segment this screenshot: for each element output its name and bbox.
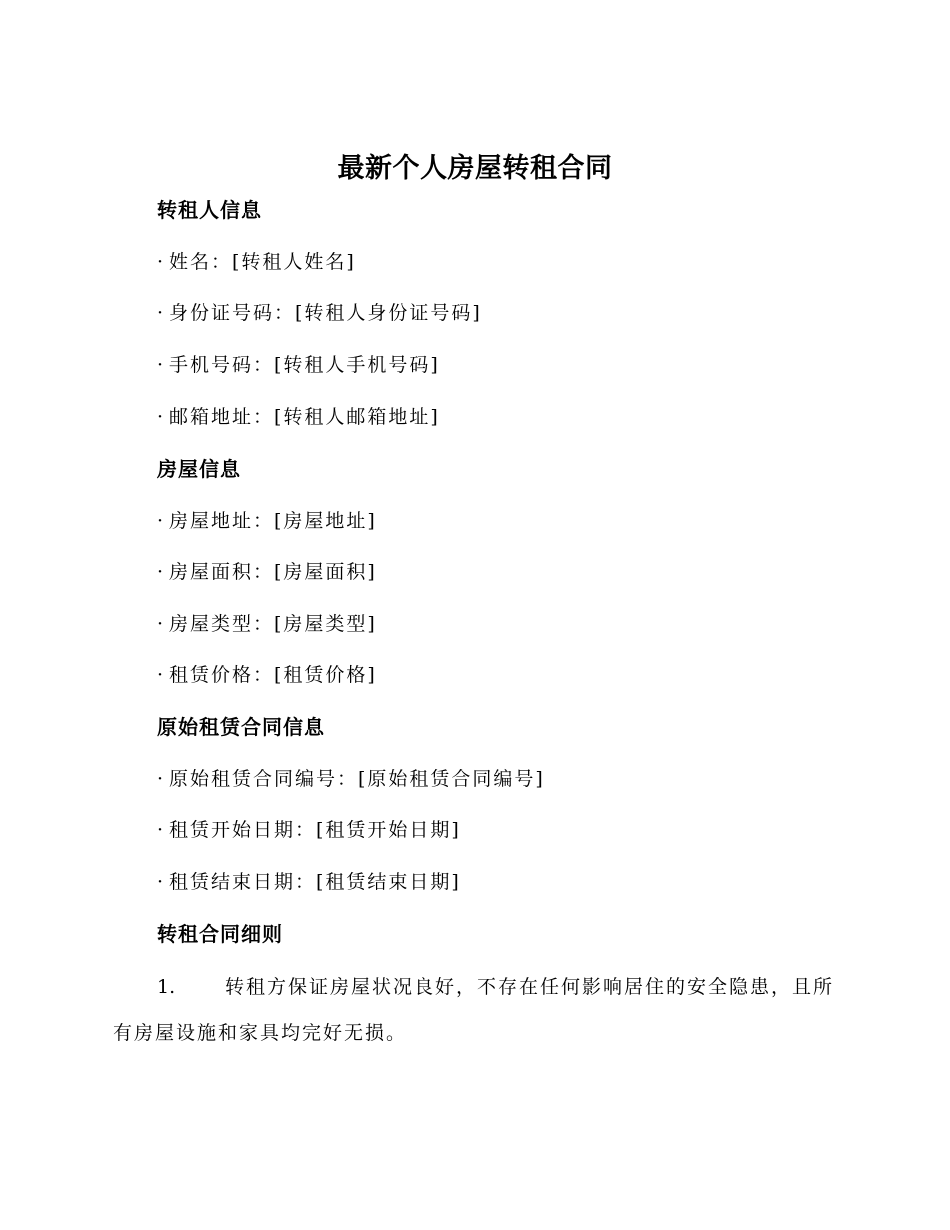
document-title: 最新个人房屋转租合同 xyxy=(337,153,613,184)
bullet-icon: · xyxy=(157,819,166,841)
list-item xyxy=(157,299,482,327)
list-item xyxy=(157,507,377,535)
list-item-text: 房屋面积：[房屋面积] xyxy=(169,561,377,583)
paragraph-number: 1. xyxy=(157,976,176,998)
bullet-icon: · xyxy=(157,768,166,790)
section-heading-subletter-info: 转租人信息 xyxy=(157,198,262,222)
list-item xyxy=(157,248,356,276)
list-item-text: 房屋类型：[房屋类型] xyxy=(169,613,377,635)
bullet-icon: · xyxy=(157,354,166,376)
section-heading-sublease-terms: 转租合同细则 xyxy=(157,922,283,946)
list-item xyxy=(157,558,377,586)
list-item-text: 租赁开始日期：[租赁开始日期] xyxy=(169,819,461,841)
list-item xyxy=(157,816,461,844)
bullet-icon: · xyxy=(157,561,166,583)
bullet-icon: · xyxy=(157,406,166,428)
list-item-text: 手机号码：[转租人手机号码] xyxy=(169,354,440,376)
list-item-text: 身份证号码：[转租人身份证号码] xyxy=(169,302,482,324)
bullet-icon: · xyxy=(157,613,166,635)
list-item xyxy=(157,765,545,793)
paragraph-text: 转租方保证房屋状况良好，不存在任何影响居住的安全隐患，且所有房屋设施和家具均完好无损。 xyxy=(113,976,835,1044)
numbered-paragraph xyxy=(113,964,835,1056)
bullet-icon: · xyxy=(157,302,166,324)
list-item-text: 邮箱地址：[转租人邮箱地址] xyxy=(169,406,440,428)
bullet-icon: · xyxy=(157,871,166,893)
list-item-text: 姓名：[转租人姓名] xyxy=(169,251,356,273)
section-heading-house-info: 房屋信息 xyxy=(157,457,241,481)
list-item-text: 租赁价格：[租赁价格] xyxy=(169,664,377,686)
bullet-icon: · xyxy=(157,510,166,532)
section-heading-original-lease: 原始租赁合同信息 xyxy=(157,715,325,739)
bullet-icon: · xyxy=(157,251,166,273)
list-item xyxy=(157,351,440,379)
list-item xyxy=(157,610,377,638)
bullet-icon: · xyxy=(157,664,166,686)
list-item-text: 租赁结束日期：[租赁结束日期] xyxy=(169,871,461,893)
list-item xyxy=(157,868,461,896)
list-item-text: 房屋地址：[房屋地址] xyxy=(169,510,377,532)
list-item xyxy=(157,661,377,689)
list-item-text: 原始租赁合同编号：[原始租赁合同编号] xyxy=(169,768,545,790)
list-item xyxy=(157,403,440,431)
